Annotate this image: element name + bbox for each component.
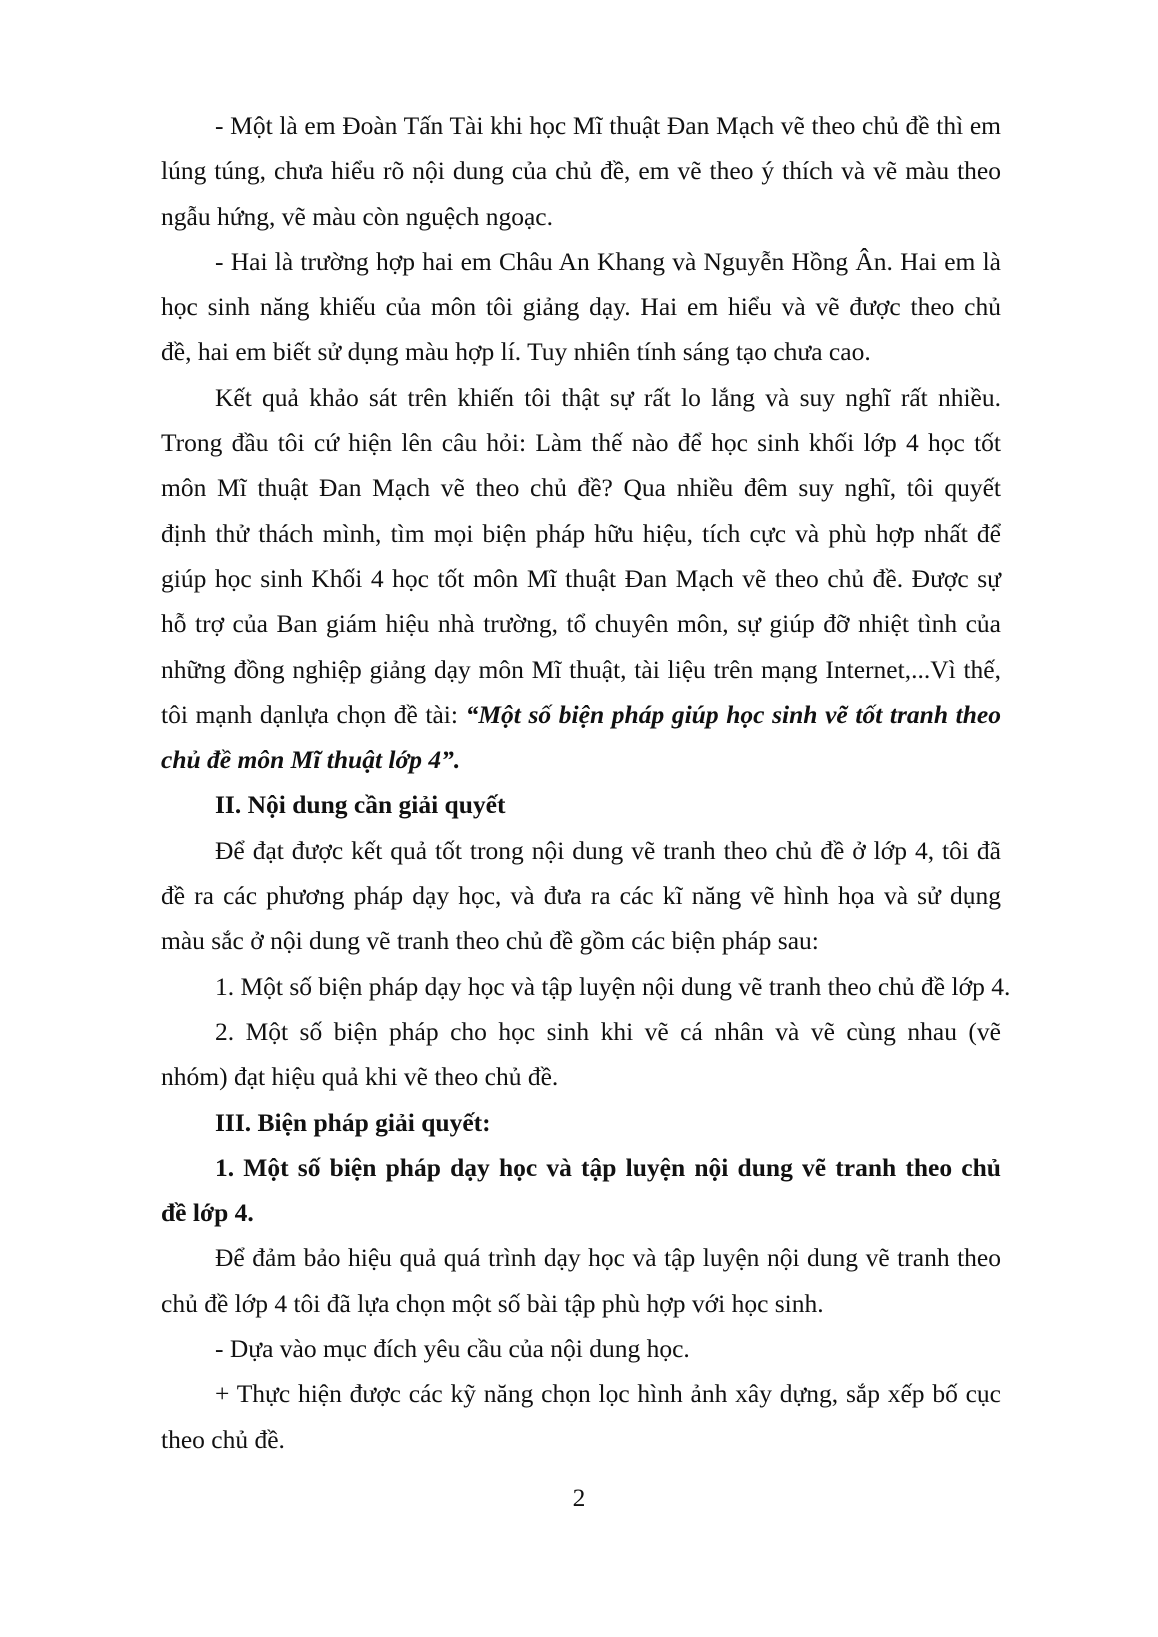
text-line: 1. Một số biện pháp dạy học và tập luyện nội dung vẽ tranh theo chủ xyxy=(215,1152,1001,1182)
topic-choice-prefix: tôi mạnh dạnlựa chọn đề tài: xyxy=(161,699,466,729)
text-line: đề ra các phương pháp dạy học, và đưa ra các kĩ năng vẽ hình họa và sử dụng xyxy=(161,881,1001,911)
list-item-measure-2 xyxy=(161,1009,1001,1100)
document-page xyxy=(161,103,1011,1462)
subsection-heading-1 xyxy=(161,1145,1001,1236)
text-line: hỗ trợ của Ban giám hiệu nhà trường, tổ chuyên môn, sự giúp đỡ nhiệt tình của xyxy=(161,609,1001,639)
bullet-skill xyxy=(161,1371,1001,1462)
text-line: định thử thách mình, tìm mọi biện pháp hữu hiệu, tích cực và phù hợp nhất để xyxy=(161,518,1001,548)
text-line: những đồng nghiệp giảng dạy môn Mĩ thuật, tài liệu trên mạng Internet,...Vì thế, xyxy=(161,654,1001,684)
text-line: màu sắc ở nội dung vẽ tranh theo chủ đề gồm các biện pháp sau: xyxy=(161,926,819,956)
section-heading-3: III. Biện pháp giải quyết: xyxy=(215,1107,491,1137)
text-line: ngẫu hứng, vẽ màu còn nguệch ngoạc. xyxy=(161,201,553,231)
text-line: 2. Một số biện pháp cho học sinh khi vẽ cá nhân và vẽ cùng nhau (vẽ xyxy=(215,1016,1001,1046)
text-line: - Hai là trường hợp hai em Châu An Khang và Nguyễn Hồng Ân. Hai em là xyxy=(215,246,1001,276)
section-heading-2: II. Nội dung cần giải quyết xyxy=(215,790,506,820)
text-line: đề, hai em biết sử dụng màu hợp lí. Tuy nhiên tính sáng tạo chưa cao. xyxy=(161,337,871,367)
page-number: 2 xyxy=(572,1483,586,1512)
paragraph-subsection-body xyxy=(161,1235,1001,1326)
paragraph-survey-result xyxy=(161,375,1001,783)
text-line: Trong đầu tôi cứ hiện lên câu hỏi: Làm thế nào để học sinh khối lớp 4 học tốt xyxy=(161,428,1001,458)
text-line: học sinh năng khiếu của môn tôi giảng dạy. Hai em hiểu và vẽ được theo chủ xyxy=(161,292,1001,322)
text-line: lúng túng, chưa hiểu rõ nội dung của chủ đề, em vẽ theo ý thích và vẽ màu theo xyxy=(161,156,1001,186)
text-line: - Dựa vào mục đích yêu cầu của nội dung học. xyxy=(215,1334,690,1364)
text-line: môn Mĩ thuật Đan Mạch vẽ theo chủ đề? Qua nhiều đêm suy nghĩ, tôi quyết xyxy=(161,473,1001,503)
topic-title: “Một số biện pháp giúp học sinh vẽ tốt tranh theo xyxy=(465,699,1001,729)
paragraph-content-intro xyxy=(161,828,1001,964)
paragraph-case-two xyxy=(161,239,1001,375)
text-line: 1. Một số biện pháp dạy học và tập luyện nội dung vẽ tranh theo chủ đề lớp 4. xyxy=(215,971,1011,1001)
text-line: Để đạt được kết quả tốt trong nội dung vẽ tranh theo chủ đề ở lớp 4, tôi đã xyxy=(215,835,1001,865)
text-line xyxy=(161,692,1001,737)
list-item-measure-1 xyxy=(161,964,1011,1009)
topic-title-continued: chủ đề môn Mĩ thuật lớp 4”. xyxy=(161,745,461,775)
text-line: theo chủ đề. xyxy=(161,1424,285,1454)
text-line: + Thực hiện được các kỹ năng chọn lọc hình ảnh xây dựng, sắp xếp bố cục xyxy=(215,1379,1001,1409)
paragraph-case-one xyxy=(161,103,1001,239)
text-line: Để đảm bảo hiệu quả quá trình dạy học và tập luyện nội dung vẽ tranh theo xyxy=(215,1243,1001,1273)
text-line: đề lớp 4. xyxy=(161,1198,254,1228)
text-line: - Một là em Đoàn Tấn Tài khi học Mĩ thuật Đan Mạch vẽ theo chủ đề thì em xyxy=(215,111,1001,140)
text-line: Kết quả khảo sát trên khiến tôi thật sự rất lo lắng và suy nghĩ rất nhiều. xyxy=(215,382,1001,412)
text-line: nhóm) đạt hiệu quả khi vẽ theo chủ đề. xyxy=(161,1062,559,1092)
text-line: chủ đề lớp 4 tôi đã lựa chọn một số bài tập phù hợp với học sinh. xyxy=(161,1288,824,1318)
text-line: giúp học sinh Khối 4 học tốt môn Mĩ thuật Đan Mạch vẽ theo chủ đề. Được sự xyxy=(161,563,1001,593)
bullet-purpose xyxy=(161,1326,1001,1371)
